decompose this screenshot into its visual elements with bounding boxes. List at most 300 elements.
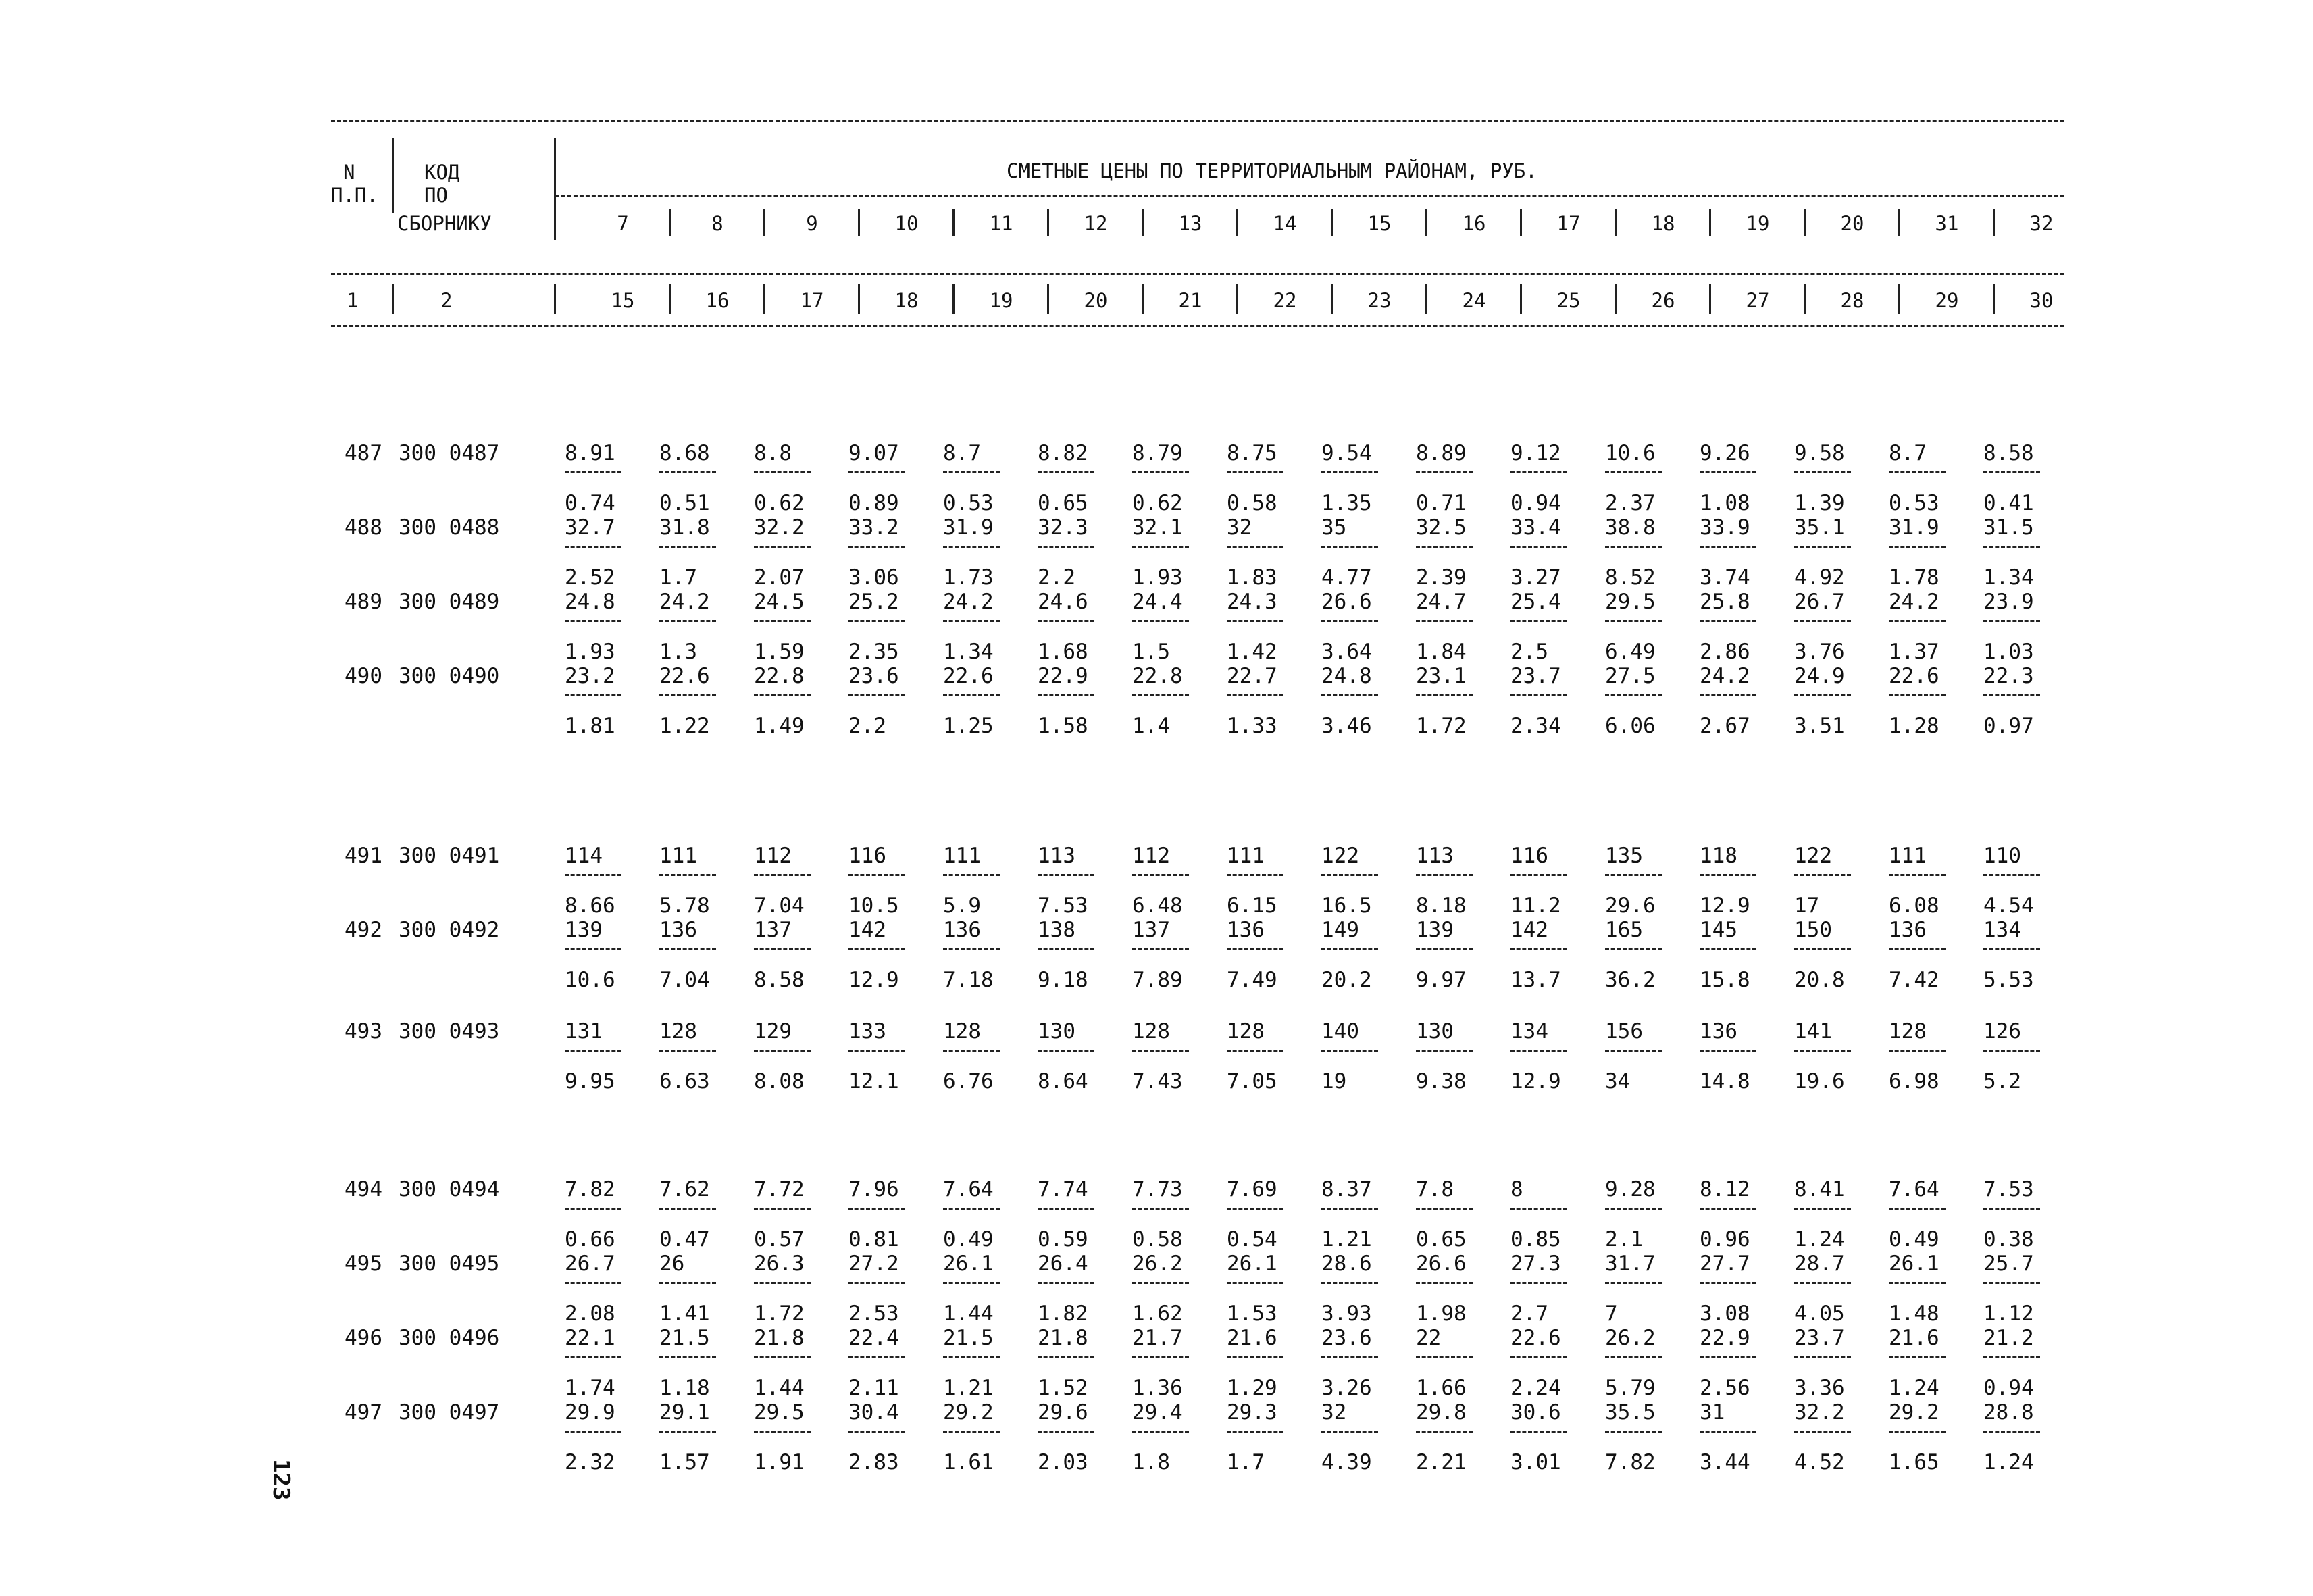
fraction-bar [659, 694, 716, 696]
row-code: 300 0491 [399, 844, 500, 868]
value-cell: 22.4 [848, 1326, 899, 1350]
fraction-bar [1794, 948, 1851, 950]
value-cell: 25.2 [848, 590, 899, 614]
fraction-bar [1794, 694, 1851, 696]
value-cell: 139 [1416, 918, 1454, 942]
value-cell: 34 [1605, 1069, 1631, 1093]
value-cell: 21.6 [1227, 1326, 1277, 1350]
fraction-bar [1132, 1282, 1189, 1284]
fraction-bar [1510, 1208, 1567, 1210]
fraction-bar [1416, 620, 1473, 622]
value-cell: 8.08 [754, 1069, 805, 1093]
fraction-bar [848, 874, 905, 876]
fraction-bar [1889, 694, 1946, 696]
value-cell: 8.41 [1794, 1177, 1845, 1202]
column-index: 24 [1462, 289, 1486, 312]
fraction-bar [754, 694, 811, 696]
value-cell: 1.34 [1983, 565, 2034, 590]
value-cell: 6.63 [659, 1069, 710, 1093]
value-cell: 6.48 [1132, 894, 1183, 918]
index-sep [1331, 284, 1333, 314]
value-cell: 22.6 [659, 664, 710, 688]
fraction-bar [848, 1356, 905, 1358]
value-cell: 9.07 [848, 441, 899, 465]
fraction-bar [1510, 948, 1567, 950]
value-cell: 26.7 [565, 1252, 615, 1276]
value-cell: 3.76 [1794, 640, 1845, 664]
value-cell: 29.5 [1605, 590, 1656, 614]
value-cell: 20.2 [1321, 968, 1372, 992]
fraction-bar [848, 620, 905, 622]
header-sep-np [392, 138, 394, 213]
fraction-bar [1416, 1208, 1473, 1210]
value-cell: 4.05 [1794, 1302, 1845, 1326]
value-cell: 5.9 [943, 894, 981, 918]
value-cell: 1.93 [1132, 565, 1183, 590]
value-cell: 1.28 [1889, 714, 1939, 738]
district-header: 19 [1746, 212, 1770, 235]
value-cell: 1.33 [1227, 714, 1277, 738]
fraction-bar [659, 620, 716, 622]
column-index: 28 [1840, 289, 1864, 312]
index-sep [1709, 284, 1711, 314]
fraction-bar [1605, 948, 1662, 950]
row-np: 495 [345, 1252, 382, 1276]
value-cell: 9.26 [1700, 441, 1750, 465]
value-cell: 1.52 [1038, 1376, 1088, 1400]
col-index-np: 1 [347, 289, 359, 312]
value-cell: 1.72 [754, 1302, 805, 1326]
fraction-bar [1983, 874, 2040, 876]
value-cell: 9.54 [1321, 441, 1372, 465]
value-cell: 128 [1889, 1019, 1927, 1044]
value-cell: 33.4 [1510, 515, 1561, 540]
fraction-bar [1321, 874, 1378, 876]
value-cell: 33.2 [848, 515, 899, 540]
value-cell: 9.38 [1416, 1069, 1467, 1093]
row-code: 300 0495 [399, 1252, 500, 1276]
value-cell: 3.27 [1510, 565, 1561, 590]
header-np-label-2: П.П. [331, 184, 378, 207]
fraction-bar [1889, 620, 1946, 622]
fraction-bar [565, 1282, 621, 1284]
value-cell: 8 [1510, 1177, 1523, 1202]
value-cell: 142 [1510, 918, 1548, 942]
value-cell: 24.2 [659, 590, 710, 614]
fraction-bar [659, 874, 716, 876]
value-cell: 24.8 [1321, 664, 1372, 688]
fraction-bar [1227, 1282, 1283, 1284]
value-cell: 26.6 [1416, 1252, 1467, 1276]
value-cell: 1.7 [1227, 1450, 1265, 1474]
fraction-bar [754, 546, 811, 548]
row-code: 300 0492 [399, 918, 500, 942]
value-cell: 19.6 [1794, 1069, 1845, 1093]
row-code: 300 0489 [399, 590, 500, 614]
fraction-bar [565, 694, 621, 696]
value-cell: 0.74 [565, 491, 615, 515]
fraction-bar [943, 948, 1000, 950]
index-sep-code [554, 284, 556, 314]
value-cell: 0.85 [1510, 1227, 1561, 1252]
value-cell: 3.44 [1700, 1450, 1750, 1474]
value-cell: 5.53 [1983, 968, 2034, 992]
col-index-code: 2 [440, 289, 453, 312]
fraction-bar [1038, 620, 1094, 622]
value-cell: 1.7 [659, 565, 697, 590]
index-sep [1804, 284, 1806, 314]
value-cell: 1.57 [659, 1450, 710, 1474]
value-cell: 22.8 [1132, 664, 1183, 688]
district-header: 15 [1367, 212, 1392, 235]
value-cell: 8.52 [1605, 565, 1656, 590]
header-group-rule [555, 195, 2064, 197]
fraction-bar [848, 471, 905, 473]
district-header: 9 [806, 212, 818, 235]
value-cell: 13.7 [1510, 968, 1561, 992]
fraction-bar [1889, 471, 1946, 473]
index-sep-np [392, 284, 394, 314]
value-cell: 24.5 [754, 590, 805, 614]
value-cell: 1.61 [943, 1450, 994, 1474]
value-cell: 31.8 [659, 515, 710, 540]
fraction-bar [1794, 1431, 1851, 1433]
value-cell: 24.9 [1794, 664, 1845, 688]
district-header: 32 [2029, 212, 2054, 235]
fraction-bar [1700, 1208, 1756, 1210]
value-cell: 122 [1794, 844, 1832, 868]
fraction-bar [1132, 694, 1189, 696]
value-cell: 28.8 [1983, 1400, 2034, 1424]
district-header: 13 [1178, 212, 1202, 235]
fraction-bar [1700, 1431, 1756, 1433]
index-sep [1142, 284, 1144, 314]
value-cell: 0.57 [754, 1227, 805, 1252]
column-index: 29 [1935, 289, 1959, 312]
value-cell: 1.25 [943, 714, 994, 738]
fraction-bar [1983, 948, 2040, 950]
fraction-bar [1794, 1282, 1851, 1284]
value-cell: 26.3 [754, 1252, 805, 1276]
value-cell: 1.83 [1227, 565, 1277, 590]
value-cell: 7.43 [1132, 1069, 1183, 1093]
fraction-bar [1700, 620, 1756, 622]
value-cell: 149 [1321, 918, 1359, 942]
value-cell: 12.9 [1510, 1069, 1561, 1093]
value-cell: 2.2 [1038, 565, 1075, 590]
value-cell: 145 [1700, 918, 1737, 942]
value-cell: 1.8 [1132, 1450, 1170, 1474]
header-code-label-1: КОД [424, 161, 460, 184]
fraction-bar [1321, 1282, 1378, 1284]
value-cell: 27.7 [1700, 1252, 1750, 1276]
fraction-bar [1416, 694, 1473, 696]
value-cell: 10.6 [565, 968, 615, 992]
value-cell: 26.4 [1038, 1252, 1088, 1276]
value-cell: 6.98 [1889, 1069, 1939, 1093]
fraction-bar [1038, 1431, 1094, 1433]
fraction-bar [1510, 1431, 1567, 1433]
value-cell: 1.4 [1132, 714, 1170, 738]
fraction-bar [1510, 471, 1567, 473]
value-cell: 1.34 [943, 640, 994, 664]
column-index: 21 [1178, 289, 1202, 312]
value-cell: 128 [1227, 1019, 1265, 1044]
value-cell: 8.91 [565, 441, 615, 465]
value-cell: 2.86 [1700, 640, 1750, 664]
fraction-bar [659, 1431, 716, 1433]
value-cell: 2.39 [1416, 565, 1467, 590]
value-cell: 2.56 [1700, 1376, 1750, 1400]
fraction-bar [1983, 1282, 2040, 1284]
value-cell: 0.62 [754, 491, 805, 515]
fraction-bar [848, 948, 905, 950]
value-cell: 1.08 [1700, 491, 1750, 515]
header-code-label-2: ПО [424, 184, 448, 207]
fraction-bar [1983, 694, 2040, 696]
value-cell: 1.22 [659, 714, 710, 738]
value-cell: 8.79 [1132, 441, 1183, 465]
value-cell: 1.74 [565, 1376, 615, 1400]
value-cell: 12.9 [848, 968, 899, 992]
value-cell: 136 [659, 918, 697, 942]
value-cell: 0.41 [1983, 491, 2034, 515]
row-code: 300 0487 [399, 441, 500, 465]
fraction-bar [565, 1356, 621, 1358]
fraction-bar [1510, 874, 1567, 876]
value-cell: 5.79 [1605, 1376, 1656, 1400]
fraction-bar [1416, 1050, 1473, 1052]
value-cell: 21.8 [754, 1326, 805, 1350]
header-code-label-3: СБОРНИКУ [397, 212, 492, 235]
value-cell: 24.7 [1416, 590, 1467, 614]
value-cell: 1.66 [1416, 1376, 1467, 1400]
value-cell: 1.41 [659, 1302, 710, 1326]
fraction-bar [659, 471, 716, 473]
value-cell: 10.6 [1605, 441, 1656, 465]
value-cell: 1.73 [943, 565, 994, 590]
value-cell: 7.04 [754, 894, 805, 918]
value-cell: 0.94 [1983, 1376, 2034, 1400]
value-cell: 7.8 [1416, 1177, 1454, 1202]
district-sep [1331, 209, 1333, 236]
value-cell: 1.84 [1416, 640, 1467, 664]
value-cell: 12.9 [1700, 894, 1750, 918]
row-code: 300 0496 [399, 1326, 500, 1350]
fraction-bar [1889, 1431, 1946, 1433]
value-cell: 8.58 [754, 968, 805, 992]
value-cell: 7.74 [1038, 1177, 1088, 1202]
value-cell: 2.07 [754, 565, 805, 590]
fraction-bar [1132, 1050, 1189, 1052]
column-index: 22 [1273, 289, 1297, 312]
fraction-bar [1038, 948, 1094, 950]
value-cell: 0.49 [1889, 1227, 1939, 1252]
fraction-bar [1889, 546, 1946, 548]
value-cell: 8.7 [1889, 441, 1927, 465]
value-cell: 2.11 [848, 1376, 899, 1400]
value-cell: 116 [1510, 844, 1548, 868]
value-cell: 138 [1038, 918, 1075, 942]
header-np-label-1: N [343, 161, 355, 184]
value-cell: 8.82 [1038, 441, 1088, 465]
fraction-bar [1700, 1282, 1756, 1284]
value-cell: 2.2 [848, 714, 886, 738]
value-cell: 0.81 [848, 1227, 899, 1252]
value-cell: 24.6 [1038, 590, 1088, 614]
value-cell: 8.89 [1416, 441, 1467, 465]
fraction-bar [1605, 620, 1662, 622]
value-cell: 9.28 [1605, 1177, 1656, 1202]
value-cell: 140 [1321, 1019, 1359, 1044]
value-cell: 21.2 [1983, 1326, 2034, 1350]
row-np: 493 [345, 1019, 382, 1044]
value-cell: 133 [848, 1019, 886, 1044]
value-cell: 6.49 [1605, 640, 1656, 664]
fraction-bar [1227, 874, 1283, 876]
fraction-bar [565, 874, 621, 876]
value-cell: 135 [1605, 844, 1643, 868]
fraction-bar [1227, 471, 1283, 473]
value-cell: 2.35 [848, 640, 899, 664]
value-cell: 7.42 [1889, 968, 1939, 992]
value-cell: 20.8 [1794, 968, 1845, 992]
index-sep [669, 284, 671, 314]
fraction-bar [943, 1431, 1000, 1433]
value-cell: 26.1 [1227, 1252, 1277, 1276]
value-cell: 0.66 [565, 1227, 615, 1252]
value-cell: 8.8 [754, 441, 792, 465]
value-cell: 1.36 [1132, 1376, 1183, 1400]
value-cell: 22 [1416, 1326, 1442, 1350]
fraction-bar [565, 620, 621, 622]
value-cell: 3.51 [1794, 714, 1845, 738]
fraction-bar [1605, 1050, 1662, 1052]
row-np: 492 [345, 918, 382, 942]
column-index: 16 [705, 289, 730, 312]
district-header: 20 [1840, 212, 1864, 235]
fraction-bar [1321, 1431, 1378, 1433]
value-cell: 10.5 [848, 894, 899, 918]
value-cell: 8.58 [1983, 441, 2034, 465]
value-cell: 26.2 [1132, 1252, 1183, 1276]
value-cell: 112 [754, 844, 792, 868]
fraction-bar [1038, 694, 1094, 696]
value-cell: 23.7 [1510, 664, 1561, 688]
fraction-bar [1038, 471, 1094, 473]
index-sep [1615, 284, 1617, 314]
value-cell: 0.53 [1889, 491, 1939, 515]
value-cell: 29.5 [754, 1400, 805, 1424]
value-cell: 0.49 [943, 1227, 994, 1252]
fraction-bar [1983, 471, 2040, 473]
value-cell: 114 [565, 844, 603, 868]
value-cell: 0.89 [848, 491, 899, 515]
fraction-bar [1889, 874, 1946, 876]
fraction-bar [1038, 546, 1094, 548]
value-cell: 7.69 [1227, 1177, 1277, 1202]
value-cell: 112 [1132, 844, 1170, 868]
value-cell: 9.97 [1416, 968, 1467, 992]
value-cell: 7.53 [1983, 1177, 2034, 1202]
district-sep [952, 209, 955, 236]
value-cell: 21.8 [1038, 1326, 1088, 1350]
value-cell: 12.1 [848, 1069, 899, 1093]
fraction-bar [848, 1208, 905, 1210]
district-header: 10 [894, 212, 919, 235]
fraction-bar [1038, 1050, 1094, 1052]
fraction-bar [943, 1282, 1000, 1284]
fraction-bar [1416, 546, 1473, 548]
value-cell: 31.9 [943, 515, 994, 540]
value-cell: 7.82 [1605, 1450, 1656, 1474]
fraction-bar [1889, 1050, 1946, 1052]
fraction-bar [1227, 1050, 1283, 1052]
value-cell: 156 [1605, 1019, 1643, 1044]
fraction-bar [1983, 1050, 2040, 1052]
value-cell: 2.52 [565, 565, 615, 590]
index-sep [1236, 284, 1238, 314]
value-cell: 22.9 [1038, 664, 1088, 688]
value-cell: 22.9 [1700, 1326, 1750, 1350]
fraction-bar [1510, 1356, 1567, 1358]
fraction-bar [848, 694, 905, 696]
value-cell: 32.5 [1416, 515, 1467, 540]
value-cell: 0.54 [1227, 1227, 1277, 1252]
district-header: 7 [617, 212, 629, 235]
fraction-bar [1416, 874, 1473, 876]
value-cell: 14.8 [1700, 1069, 1750, 1093]
value-cell: 6.08 [1889, 894, 1939, 918]
value-cell: 134 [1983, 918, 2021, 942]
fraction-bar [565, 546, 621, 548]
value-cell: 2.7 [1510, 1302, 1548, 1326]
value-cell: 3.64 [1321, 640, 1372, 664]
value-cell: 134 [1510, 1019, 1548, 1044]
value-cell: 1.68 [1038, 640, 1088, 664]
fraction-bar [1700, 1050, 1756, 1052]
fraction-bar [1416, 948, 1473, 950]
value-cell: 5.78 [659, 894, 710, 918]
value-cell: 32 [1227, 515, 1252, 540]
value-cell: 113 [1416, 844, 1454, 868]
fraction-bar [1983, 1356, 2040, 1358]
value-cell: 136 [1700, 1019, 1737, 1044]
district-sep [1047, 209, 1049, 236]
value-cell: 3.26 [1321, 1376, 1372, 1400]
value-cell: 35 [1321, 515, 1347, 540]
row-np: 487 [345, 441, 382, 465]
fraction-bar [565, 1050, 621, 1052]
value-cell: 5.2 [1983, 1069, 2021, 1093]
fraction-bar [659, 1208, 716, 1210]
value-cell: 1.35 [1321, 491, 1372, 515]
value-cell: 31 [1700, 1400, 1725, 1424]
value-cell: 23.7 [1794, 1326, 1845, 1350]
fraction-bar [1700, 874, 1756, 876]
row-code: 300 0497 [399, 1400, 500, 1424]
district-header: 14 [1273, 212, 1297, 235]
value-cell: 1.81 [565, 714, 615, 738]
value-cell: 136 [943, 918, 981, 942]
value-cell: 6.15 [1227, 894, 1277, 918]
value-cell: 0.62 [1132, 491, 1183, 515]
fraction-bar [754, 1282, 811, 1284]
fraction-bar [1132, 1208, 1189, 1210]
value-cell: 130 [1038, 1019, 1075, 1044]
fraction-bar [848, 546, 905, 548]
value-cell: 24.8 [565, 590, 615, 614]
